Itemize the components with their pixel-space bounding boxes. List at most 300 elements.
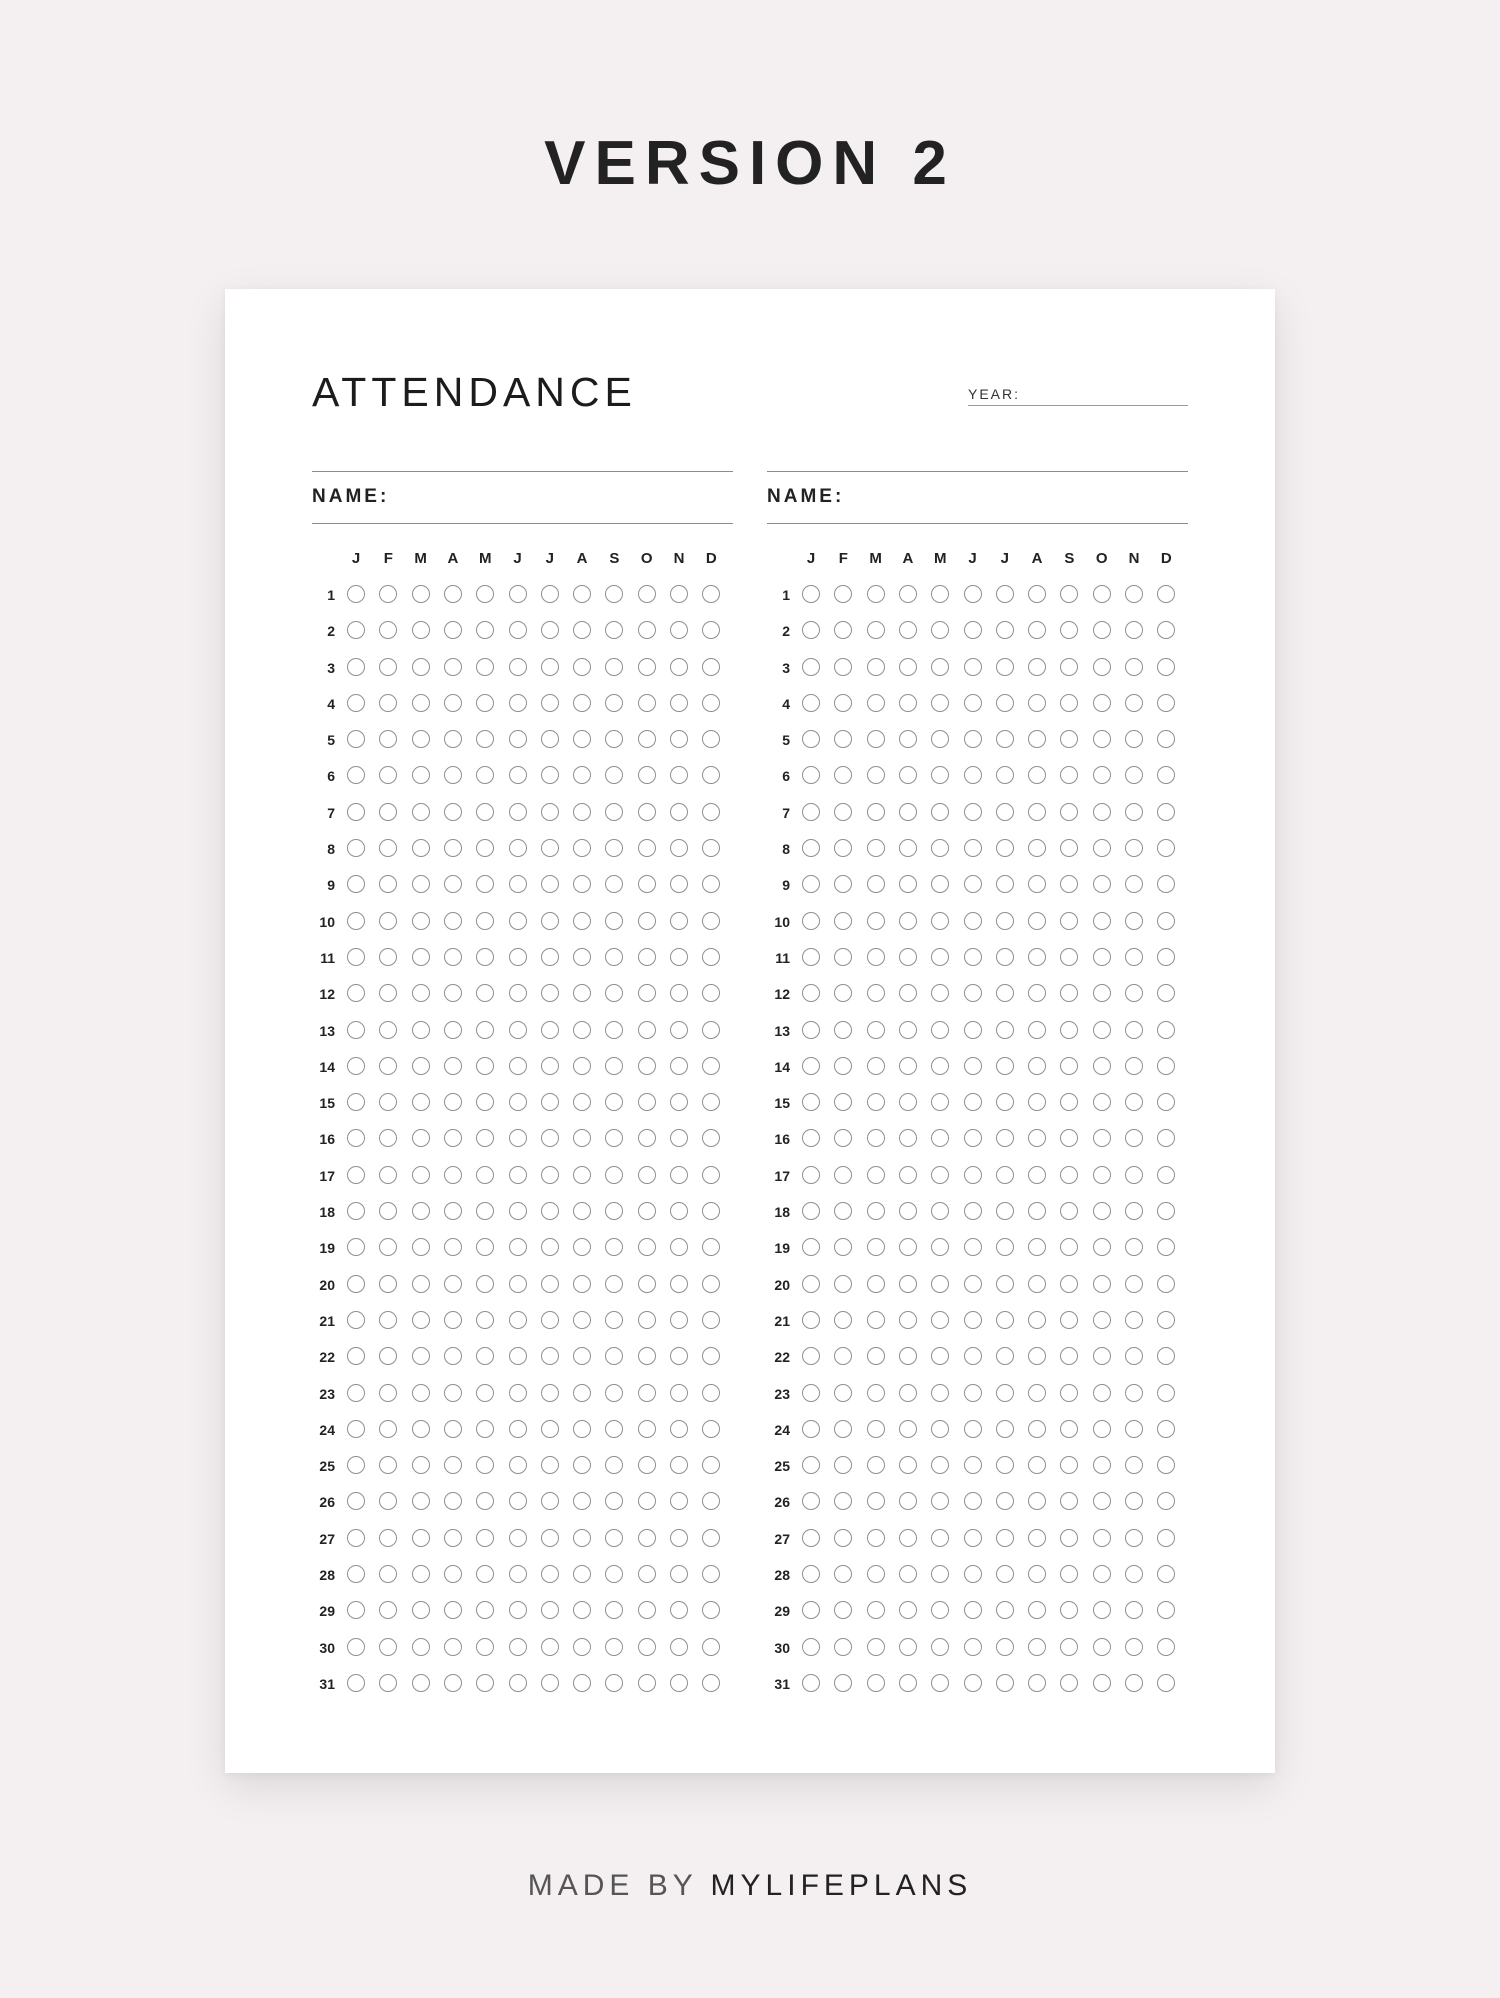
attendance-checkbox-circle[interactable] <box>1060 1166 1078 1184</box>
attendance-checkbox-circle[interactable] <box>670 730 688 748</box>
attendance-checkbox-circle[interactable] <box>1028 1492 1046 1510</box>
attendance-checkbox-circle[interactable] <box>834 1057 852 1075</box>
attendance-checkbox-circle[interactable] <box>931 621 949 639</box>
attendance-checkbox-circle[interactable] <box>867 1311 885 1329</box>
attendance-checkbox-circle[interactable] <box>702 621 720 639</box>
attendance-checkbox-circle[interactable] <box>444 658 462 676</box>
attendance-checkbox-circle[interactable] <box>964 1129 982 1147</box>
attendance-checkbox-circle[interactable] <box>1028 1565 1046 1583</box>
attendance-checkbox-circle[interactable] <box>638 1166 656 1184</box>
attendance-checkbox-circle[interactable] <box>476 912 494 930</box>
attendance-checkbox-circle[interactable] <box>379 984 397 1002</box>
attendance-checkbox-circle[interactable] <box>541 730 559 748</box>
attendance-checkbox-circle[interactable] <box>573 984 591 1002</box>
attendance-checkbox-circle[interactable] <box>347 984 365 1002</box>
attendance-checkbox-circle[interactable] <box>1093 1384 1111 1402</box>
attendance-checkbox-circle[interactable] <box>702 803 720 821</box>
attendance-checkbox-circle[interactable] <box>964 984 982 1002</box>
attendance-checkbox-circle[interactable] <box>605 694 623 712</box>
attendance-checkbox-circle[interactable] <box>964 730 982 748</box>
attendance-checkbox-circle[interactable] <box>1093 1529 1111 1547</box>
attendance-checkbox-circle[interactable] <box>573 1275 591 1293</box>
attendance-checkbox-circle[interactable] <box>638 1492 656 1510</box>
attendance-checkbox-circle[interactable] <box>638 658 656 676</box>
attendance-checkbox-circle[interactable] <box>412 730 430 748</box>
attendance-checkbox-circle[interactable] <box>444 1601 462 1619</box>
attendance-checkbox-circle[interactable] <box>605 803 623 821</box>
attendance-checkbox-circle[interactable] <box>1093 839 1111 857</box>
attendance-checkbox-circle[interactable] <box>1125 694 1143 712</box>
attendance-checkbox-circle[interactable] <box>476 948 494 966</box>
attendance-checkbox-circle[interactable] <box>1060 1202 1078 1220</box>
attendance-checkbox-circle[interactable] <box>347 1565 365 1583</box>
attendance-checkbox-circle[interactable] <box>1093 1238 1111 1256</box>
attendance-checkbox-circle[interactable] <box>1028 1529 1046 1547</box>
attendance-checkbox-circle[interactable] <box>605 658 623 676</box>
attendance-checkbox-circle[interactable] <box>899 1021 917 1039</box>
attendance-checkbox-circle[interactable] <box>1060 1601 1078 1619</box>
attendance-checkbox-circle[interactable] <box>347 1129 365 1147</box>
attendance-checkbox-circle[interactable] <box>1028 803 1046 821</box>
attendance-checkbox-circle[interactable] <box>379 1384 397 1402</box>
attendance-checkbox-circle[interactable] <box>476 1057 494 1075</box>
attendance-checkbox-circle[interactable] <box>1028 1601 1046 1619</box>
attendance-checkbox-circle[interactable] <box>899 658 917 676</box>
attendance-checkbox-circle[interactable] <box>379 585 397 603</box>
attendance-checkbox-circle[interactable] <box>476 658 494 676</box>
attendance-checkbox-circle[interactable] <box>1125 1384 1143 1402</box>
attendance-checkbox-circle[interactable] <box>1125 1601 1143 1619</box>
attendance-checkbox-circle[interactable] <box>541 1275 559 1293</box>
attendance-checkbox-circle[interactable] <box>867 1166 885 1184</box>
attendance-checkbox-circle[interactable] <box>509 766 527 784</box>
attendance-checkbox-circle[interactable] <box>1060 984 1078 1002</box>
attendance-checkbox-circle[interactable] <box>1093 1601 1111 1619</box>
attendance-checkbox-circle[interactable] <box>670 1021 688 1039</box>
attendance-checkbox-circle[interactable] <box>444 1311 462 1329</box>
attendance-checkbox-circle[interactable] <box>1093 984 1111 1002</box>
attendance-checkbox-circle[interactable] <box>899 1202 917 1220</box>
attendance-checkbox-circle[interactable] <box>1157 803 1175 821</box>
attendance-checkbox-circle[interactable] <box>347 912 365 930</box>
attendance-checkbox-circle[interactable] <box>1125 658 1143 676</box>
attendance-checkbox-circle[interactable] <box>509 1601 527 1619</box>
attendance-checkbox-circle[interactable] <box>1125 621 1143 639</box>
attendance-checkbox-circle[interactable] <box>964 1093 982 1111</box>
attendance-checkbox-circle[interactable] <box>996 1456 1014 1474</box>
attendance-checkbox-circle[interactable] <box>1157 1202 1175 1220</box>
attendance-checkbox-circle[interactable] <box>931 1529 949 1547</box>
attendance-checkbox-circle[interactable] <box>347 1057 365 1075</box>
attendance-checkbox-circle[interactable] <box>802 1166 820 1184</box>
attendance-checkbox-circle[interactable] <box>347 1093 365 1111</box>
attendance-checkbox-circle[interactable] <box>1157 1420 1175 1438</box>
attendance-checkbox-circle[interactable] <box>802 1093 820 1111</box>
attendance-checkbox-circle[interactable] <box>802 658 820 676</box>
attendance-checkbox-circle[interactable] <box>802 1202 820 1220</box>
attendance-checkbox-circle[interactable] <box>867 912 885 930</box>
attendance-checkbox-circle[interactable] <box>412 1601 430 1619</box>
attendance-checkbox-circle[interactable] <box>347 1601 365 1619</box>
attendance-checkbox-circle[interactable] <box>412 1529 430 1547</box>
attendance-checkbox-circle[interactable] <box>573 1202 591 1220</box>
attendance-checkbox-circle[interactable] <box>605 766 623 784</box>
attendance-checkbox-circle[interactable] <box>834 875 852 893</box>
attendance-checkbox-circle[interactable] <box>476 1420 494 1438</box>
attendance-checkbox-circle[interactable] <box>1125 984 1143 1002</box>
attendance-checkbox-circle[interactable] <box>1157 1674 1175 1692</box>
attendance-checkbox-circle[interactable] <box>931 1456 949 1474</box>
attendance-checkbox-circle[interactable] <box>834 1638 852 1656</box>
attendance-checkbox-circle[interactable] <box>412 803 430 821</box>
attendance-checkbox-circle[interactable] <box>702 948 720 966</box>
attendance-checkbox-circle[interactable] <box>1060 1093 1078 1111</box>
attendance-checkbox-circle[interactable] <box>931 1021 949 1039</box>
attendance-checkbox-circle[interactable] <box>347 803 365 821</box>
attendance-checkbox-circle[interactable] <box>476 1347 494 1365</box>
attendance-checkbox-circle[interactable] <box>412 1166 430 1184</box>
attendance-checkbox-circle[interactable] <box>670 694 688 712</box>
attendance-checkbox-circle[interactable] <box>509 1238 527 1256</box>
attendance-checkbox-circle[interactable] <box>509 1456 527 1474</box>
attendance-checkbox-circle[interactable] <box>347 948 365 966</box>
attendance-checkbox-circle[interactable] <box>670 803 688 821</box>
attendance-checkbox-circle[interactable] <box>964 1492 982 1510</box>
attendance-checkbox-circle[interactable] <box>834 1601 852 1619</box>
attendance-checkbox-circle[interactable] <box>412 1420 430 1438</box>
attendance-checkbox-circle[interactable] <box>541 1492 559 1510</box>
attendance-checkbox-circle[interactable] <box>638 1347 656 1365</box>
attendance-checkbox-circle[interactable] <box>638 766 656 784</box>
attendance-checkbox-circle[interactable] <box>444 1021 462 1039</box>
attendance-checkbox-circle[interactable] <box>834 1347 852 1365</box>
attendance-checkbox-circle[interactable] <box>1060 730 1078 748</box>
attendance-checkbox-circle[interactable] <box>379 1456 397 1474</box>
attendance-checkbox-circle[interactable] <box>476 1021 494 1039</box>
attendance-checkbox-circle[interactable] <box>1028 1456 1046 1474</box>
attendance-checkbox-circle[interactable] <box>964 1456 982 1474</box>
attendance-checkbox-circle[interactable] <box>347 1638 365 1656</box>
attendance-checkbox-circle[interactable] <box>931 1311 949 1329</box>
attendance-checkbox-circle[interactable] <box>573 1529 591 1547</box>
attendance-checkbox-circle[interactable] <box>834 839 852 857</box>
attendance-checkbox-circle[interactable] <box>802 1238 820 1256</box>
attendance-checkbox-circle[interactable] <box>347 1456 365 1474</box>
attendance-checkbox-circle[interactable] <box>867 1057 885 1075</box>
attendance-checkbox-circle[interactable] <box>541 1529 559 1547</box>
attendance-checkbox-circle[interactable] <box>541 658 559 676</box>
attendance-checkbox-circle[interactable] <box>899 839 917 857</box>
attendance-checkbox-circle[interactable] <box>670 658 688 676</box>
attendance-checkbox-circle[interactable] <box>509 658 527 676</box>
attendance-checkbox-circle[interactable] <box>509 730 527 748</box>
attendance-checkbox-circle[interactable] <box>412 1565 430 1583</box>
attendance-checkbox-circle[interactable] <box>638 1238 656 1256</box>
attendance-checkbox-circle[interactable] <box>996 984 1014 1002</box>
attendance-checkbox-circle[interactable] <box>867 1021 885 1039</box>
attendance-checkbox-circle[interactable] <box>509 1347 527 1365</box>
attendance-checkbox-circle[interactable] <box>702 1384 720 1402</box>
attendance-checkbox-circle[interactable] <box>1060 621 1078 639</box>
attendance-checkbox-circle[interactable] <box>638 1311 656 1329</box>
attendance-checkbox-circle[interactable] <box>931 1275 949 1293</box>
attendance-checkbox-circle[interactable] <box>444 621 462 639</box>
attendance-checkbox-circle[interactable] <box>638 1529 656 1547</box>
attendance-checkbox-circle[interactable] <box>412 948 430 966</box>
attendance-checkbox-circle[interactable] <box>638 1601 656 1619</box>
attendance-checkbox-circle[interactable] <box>1060 1420 1078 1438</box>
attendance-checkbox-circle[interactable] <box>444 1093 462 1111</box>
attendance-checkbox-circle[interactable] <box>605 730 623 748</box>
attendance-checkbox-circle[interactable] <box>802 1565 820 1583</box>
attendance-checkbox-circle[interactable] <box>1093 730 1111 748</box>
attendance-checkbox-circle[interactable] <box>476 1456 494 1474</box>
attendance-checkbox-circle[interactable] <box>996 948 1014 966</box>
attendance-checkbox-circle[interactable] <box>379 1129 397 1147</box>
attendance-checkbox-circle[interactable] <box>444 1202 462 1220</box>
attendance-checkbox-circle[interactable] <box>412 1384 430 1402</box>
attendance-checkbox-circle[interactable] <box>573 948 591 966</box>
attendance-checkbox-circle[interactable] <box>573 839 591 857</box>
attendance-checkbox-circle[interactable] <box>702 1311 720 1329</box>
attendance-checkbox-circle[interactable] <box>1093 694 1111 712</box>
attendance-checkbox-circle[interactable] <box>1028 984 1046 1002</box>
attendance-checkbox-circle[interactable] <box>1060 1384 1078 1402</box>
attendance-checkbox-circle[interactable] <box>1157 730 1175 748</box>
attendance-checkbox-circle[interactable] <box>412 1674 430 1692</box>
attendance-checkbox-circle[interactable] <box>964 1384 982 1402</box>
attendance-checkbox-circle[interactable] <box>573 730 591 748</box>
attendance-checkbox-circle[interactable] <box>670 1601 688 1619</box>
attendance-checkbox-circle[interactable] <box>444 984 462 1002</box>
attendance-checkbox-circle[interactable] <box>1093 803 1111 821</box>
attendance-checkbox-circle[interactable] <box>996 1093 1014 1111</box>
attendance-checkbox-circle[interactable] <box>412 1456 430 1474</box>
attendance-checkbox-circle[interactable] <box>867 585 885 603</box>
attendance-checkbox-circle[interactable] <box>996 1275 1014 1293</box>
attendance-checkbox-circle[interactable] <box>670 1384 688 1402</box>
attendance-checkbox-circle[interactable] <box>444 766 462 784</box>
attendance-checkbox-circle[interactable] <box>996 694 1014 712</box>
attendance-checkbox-circle[interactable] <box>605 1638 623 1656</box>
attendance-checkbox-circle[interactable] <box>867 1202 885 1220</box>
attendance-checkbox-circle[interactable] <box>834 1492 852 1510</box>
attendance-checkbox-circle[interactable] <box>1028 621 1046 639</box>
attendance-checkbox-circle[interactable] <box>702 1674 720 1692</box>
attendance-checkbox-circle[interactable] <box>834 1166 852 1184</box>
attendance-checkbox-circle[interactable] <box>702 658 720 676</box>
attendance-checkbox-circle[interactable] <box>1060 1275 1078 1293</box>
attendance-checkbox-circle[interactable] <box>509 875 527 893</box>
attendance-checkbox-circle[interactable] <box>670 912 688 930</box>
attendance-checkbox-circle[interactable] <box>702 1275 720 1293</box>
attendance-checkbox-circle[interactable] <box>1028 1057 1046 1075</box>
attendance-checkbox-circle[interactable] <box>573 1420 591 1438</box>
attendance-checkbox-circle[interactable] <box>638 1057 656 1075</box>
attendance-checkbox-circle[interactable] <box>702 1166 720 1184</box>
attendance-checkbox-circle[interactable] <box>347 839 365 857</box>
attendance-checkbox-circle[interactable] <box>638 875 656 893</box>
attendance-checkbox-circle[interactable] <box>1093 585 1111 603</box>
attendance-checkbox-circle[interactable] <box>834 948 852 966</box>
attendance-checkbox-circle[interactable] <box>541 1601 559 1619</box>
attendance-checkbox-circle[interactable] <box>573 803 591 821</box>
attendance-checkbox-circle[interactable] <box>996 1347 1014 1365</box>
attendance-checkbox-circle[interactable] <box>964 1347 982 1365</box>
attendance-checkbox-circle[interactable] <box>1093 1166 1111 1184</box>
attendance-checkbox-circle[interactable] <box>379 912 397 930</box>
attendance-checkbox-circle[interactable] <box>605 1529 623 1547</box>
attendance-checkbox-circle[interactable] <box>638 621 656 639</box>
attendance-checkbox-circle[interactable] <box>996 1638 1014 1656</box>
attendance-checkbox-circle[interactable] <box>1093 1347 1111 1365</box>
attendance-checkbox-circle[interactable] <box>476 839 494 857</box>
attendance-checkbox-circle[interactable] <box>802 1420 820 1438</box>
attendance-checkbox-circle[interactable] <box>834 1021 852 1039</box>
attendance-checkbox-circle[interactable] <box>996 1202 1014 1220</box>
attendance-checkbox-circle[interactable] <box>605 1601 623 1619</box>
attendance-checkbox-circle[interactable] <box>638 912 656 930</box>
attendance-checkbox-circle[interactable] <box>573 694 591 712</box>
attendance-checkbox-circle[interactable] <box>541 1347 559 1365</box>
attendance-checkbox-circle[interactable] <box>1157 1529 1175 1547</box>
attendance-checkbox-circle[interactable] <box>834 658 852 676</box>
attendance-checkbox-circle[interactable] <box>573 1456 591 1474</box>
attendance-checkbox-circle[interactable] <box>996 1166 1014 1184</box>
attendance-checkbox-circle[interactable] <box>867 1093 885 1111</box>
attendance-checkbox-circle[interactable] <box>834 1420 852 1438</box>
attendance-checkbox-circle[interactable] <box>931 1565 949 1583</box>
attendance-checkbox-circle[interactable] <box>670 1311 688 1329</box>
attendance-checkbox-circle[interactable] <box>1060 875 1078 893</box>
attendance-checkbox-circle[interactable] <box>1093 658 1111 676</box>
attendance-checkbox-circle[interactable] <box>476 1202 494 1220</box>
attendance-checkbox-circle[interactable] <box>1028 1347 1046 1365</box>
attendance-checkbox-circle[interactable] <box>996 1674 1014 1692</box>
attendance-checkbox-circle[interactable] <box>1028 948 1046 966</box>
attendance-checkbox-circle[interactable] <box>802 1347 820 1365</box>
attendance-checkbox-circle[interactable] <box>899 1674 917 1692</box>
attendance-checkbox-circle[interactable] <box>964 1565 982 1583</box>
attendance-checkbox-circle[interactable] <box>1028 1166 1046 1184</box>
attendance-checkbox-circle[interactable] <box>605 1129 623 1147</box>
attendance-checkbox-circle[interactable] <box>1060 1638 1078 1656</box>
attendance-checkbox-circle[interactable] <box>670 1057 688 1075</box>
attendance-checkbox-circle[interactable] <box>834 1456 852 1474</box>
attendance-checkbox-circle[interactable] <box>509 694 527 712</box>
attendance-checkbox-circle[interactable] <box>605 1275 623 1293</box>
attendance-checkbox-circle[interactable] <box>541 1311 559 1329</box>
attendance-checkbox-circle[interactable] <box>412 694 430 712</box>
attendance-checkbox-circle[interactable] <box>1125 1057 1143 1075</box>
attendance-checkbox-circle[interactable] <box>899 1311 917 1329</box>
attendance-checkbox-circle[interactable] <box>670 1093 688 1111</box>
attendance-checkbox-circle[interactable] <box>1028 1238 1046 1256</box>
attendance-checkbox-circle[interactable] <box>899 621 917 639</box>
attendance-checkbox-circle[interactable] <box>670 1275 688 1293</box>
attendance-checkbox-circle[interactable] <box>1028 585 1046 603</box>
attendance-checkbox-circle[interactable] <box>509 984 527 1002</box>
attendance-checkbox-circle[interactable] <box>802 912 820 930</box>
attendance-checkbox-circle[interactable] <box>573 1166 591 1184</box>
attendance-checkbox-circle[interactable] <box>605 1347 623 1365</box>
attendance-checkbox-circle[interactable] <box>347 1384 365 1402</box>
attendance-checkbox-circle[interactable] <box>931 1166 949 1184</box>
attendance-checkbox-circle[interactable] <box>347 730 365 748</box>
attendance-checkbox-circle[interactable] <box>541 1638 559 1656</box>
attendance-checkbox-circle[interactable] <box>834 585 852 603</box>
attendance-checkbox-circle[interactable] <box>379 1238 397 1256</box>
attendance-checkbox-circle[interactable] <box>541 1166 559 1184</box>
attendance-checkbox-circle[interactable] <box>379 803 397 821</box>
attendance-checkbox-circle[interactable] <box>1125 803 1143 821</box>
attendance-checkbox-circle[interactable] <box>476 984 494 1002</box>
attendance-checkbox-circle[interactable] <box>1125 1492 1143 1510</box>
attendance-checkbox-circle[interactable] <box>638 803 656 821</box>
attendance-checkbox-circle[interactable] <box>802 766 820 784</box>
attendance-checkbox-circle[interactable] <box>379 1347 397 1365</box>
attendance-checkbox-circle[interactable] <box>1093 1674 1111 1692</box>
attendance-checkbox-circle[interactable] <box>867 658 885 676</box>
attendance-checkbox-circle[interactable] <box>1157 1601 1175 1619</box>
attendance-checkbox-circle[interactable] <box>379 948 397 966</box>
attendance-checkbox-circle[interactable] <box>867 948 885 966</box>
attendance-checkbox-circle[interactable] <box>1028 1021 1046 1039</box>
attendance-checkbox-circle[interactable] <box>670 948 688 966</box>
attendance-checkbox-circle[interactable] <box>573 875 591 893</box>
attendance-checkbox-circle[interactable] <box>802 1021 820 1039</box>
attendance-checkbox-circle[interactable] <box>996 839 1014 857</box>
attendance-checkbox-circle[interactable] <box>412 1238 430 1256</box>
attendance-checkbox-circle[interactable] <box>1060 1674 1078 1692</box>
attendance-checkbox-circle[interactable] <box>1157 912 1175 930</box>
attendance-checkbox-circle[interactable] <box>834 1129 852 1147</box>
attendance-checkbox-circle[interactable] <box>1157 1384 1175 1402</box>
attendance-checkbox-circle[interactable] <box>834 621 852 639</box>
attendance-checkbox-circle[interactable] <box>996 1057 1014 1075</box>
attendance-checkbox-circle[interactable] <box>834 1311 852 1329</box>
attendance-checkbox-circle[interactable] <box>444 1275 462 1293</box>
name-field[interactable] <box>312 471 733 524</box>
attendance-checkbox-circle[interactable] <box>412 1021 430 1039</box>
attendance-checkbox-circle[interactable] <box>1157 694 1175 712</box>
attendance-checkbox-circle[interactable] <box>964 839 982 857</box>
attendance-checkbox-circle[interactable] <box>412 984 430 1002</box>
attendance-checkbox-circle[interactable] <box>802 1456 820 1474</box>
attendance-checkbox-circle[interactable] <box>702 839 720 857</box>
attendance-checkbox-circle[interactable] <box>867 1420 885 1438</box>
attendance-checkbox-circle[interactable] <box>702 1057 720 1075</box>
attendance-checkbox-circle[interactable] <box>867 1384 885 1402</box>
attendance-checkbox-circle[interactable] <box>605 875 623 893</box>
attendance-checkbox-circle[interactable] <box>638 1384 656 1402</box>
attendance-checkbox-circle[interactable] <box>476 803 494 821</box>
attendance-checkbox-circle[interactable] <box>1125 1129 1143 1147</box>
attendance-checkbox-circle[interactable] <box>1125 1420 1143 1438</box>
attendance-checkbox-circle[interactable] <box>931 1202 949 1220</box>
attendance-checkbox-circle[interactable] <box>476 1638 494 1656</box>
attendance-checkbox-circle[interactable] <box>444 948 462 966</box>
attendance-checkbox-circle[interactable] <box>931 1093 949 1111</box>
attendance-checkbox-circle[interactable] <box>802 1492 820 1510</box>
attendance-checkbox-circle[interactable] <box>509 1275 527 1293</box>
attendance-checkbox-circle[interactable] <box>899 1166 917 1184</box>
attendance-checkbox-circle[interactable] <box>605 1420 623 1438</box>
attendance-checkbox-circle[interactable] <box>412 912 430 930</box>
attendance-checkbox-circle[interactable] <box>670 621 688 639</box>
attendance-checkbox-circle[interactable] <box>444 1529 462 1547</box>
attendance-checkbox-circle[interactable] <box>1125 1638 1143 1656</box>
